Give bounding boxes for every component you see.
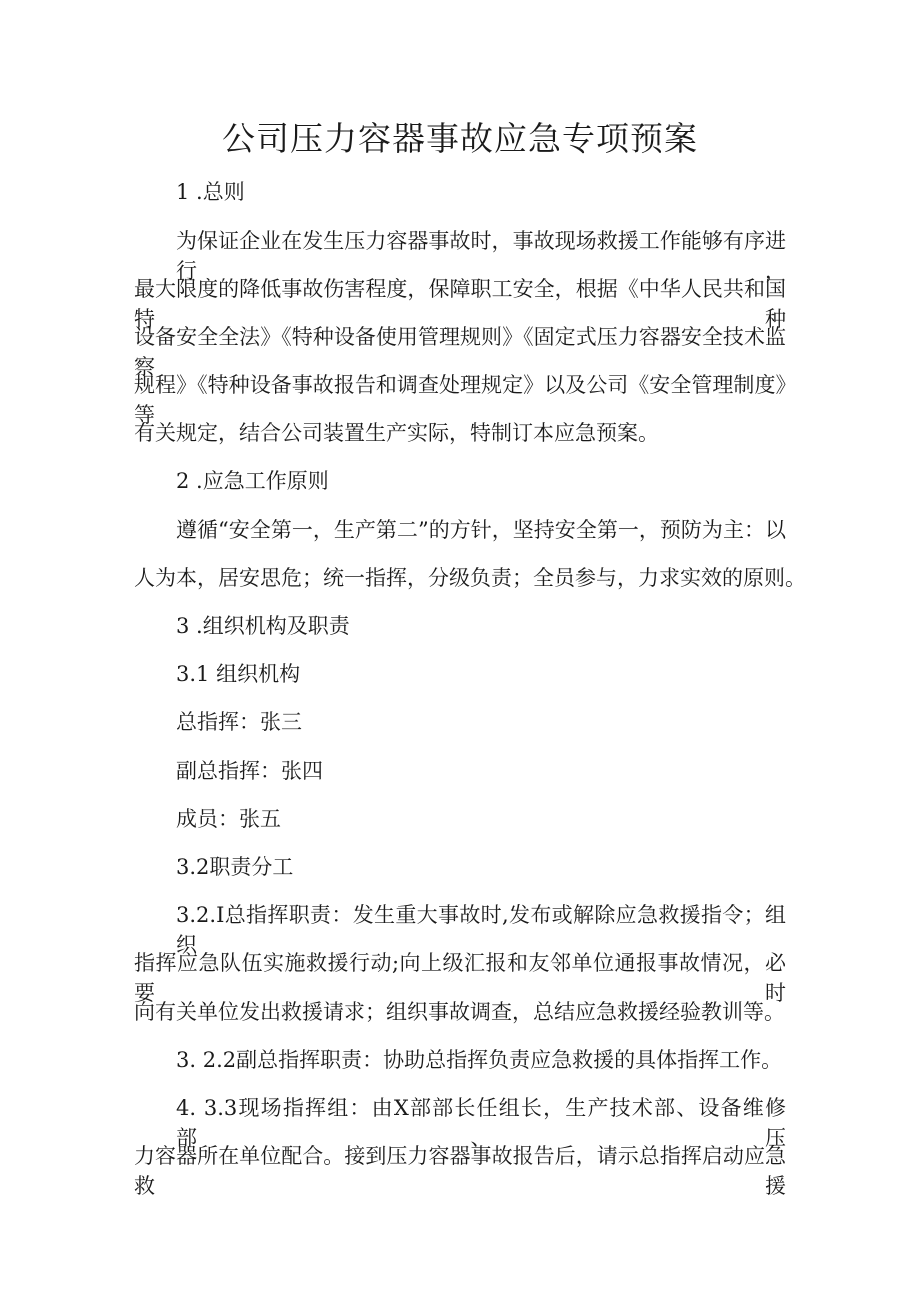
paragraph-line: 4. 3.3现场指挥组：由X部部长任组长，生产技术部、设备维修部、压 bbox=[176, 1096, 786, 1150]
paragraph-line: 规程》《特种设备事故报告和调查处理规定》以及公司《安全管理制度》等 bbox=[134, 373, 786, 427]
paragraph-line: 人为本，居安思危；统一指挥，分级负责；全员参与，力求实效的原则。 bbox=[134, 566, 806, 590]
paragraph-line: 为保证企业在发生压力容器事故时，事故现场救援工作能够有序进行， bbox=[176, 229, 786, 283]
paragraph-line: 3.2.I总指挥职责：发生重大事故时,发布或解除应急救援指令；组织 bbox=[176, 903, 786, 957]
paragraph-line: 设备安全全法》《特种设备使用管理规则》《固定式压力容器安全技术监察 bbox=[134, 325, 786, 379]
deputy-commander-line: 副总指挥：张四 bbox=[176, 759, 323, 783]
document-title: 公司压力容器事故应急专项预案 bbox=[222, 119, 698, 158]
section-heading-principles: 2 .应急工作原则 bbox=[176, 469, 329, 493]
paragraph-line: 3. 2.2副总指挥职责：协助总指挥负责应急救援的具体指挥工作。 bbox=[176, 1048, 783, 1072]
paragraph-line: 有关规定，结合公司装置生产实际，特制订本应急预案。 bbox=[134, 421, 659, 445]
paragraph-line: 向有关单位发出救援请求；组织事故调查，总结应急救援经验教训等。 bbox=[134, 1000, 785, 1024]
paragraph-line: 力容器所在单位配合。接到压力容器事故报告后，请示总指挥启动应急救援 bbox=[134, 1144, 786, 1198]
subsection-heading-structure: 3.1 组织机构 bbox=[176, 662, 301, 686]
paragraph-line: 遵循“安全第一，生产第二”的方针，坚持安全第一，预防为主：以 bbox=[176, 518, 786, 542]
paragraph-line: 最大限度的降低事故伤害程度，保障职工安全，根据《中华人民共和国特种 bbox=[134, 277, 786, 331]
subsection-heading-duties: 3.2职责分工 bbox=[176, 855, 294, 879]
section-heading-organization: 3 .组织机构及职责 bbox=[176, 614, 350, 638]
chief-commander-line: 总指挥：张三 bbox=[176, 710, 302, 734]
members-line: 成员：张五 bbox=[176, 807, 281, 831]
section-heading-general: 1 .总则 bbox=[176, 180, 245, 204]
paragraph-line: 指挥应急队伍实施救援行动;向上级汇报和友邻单位通报事故情况，必要时 bbox=[134, 951, 786, 1005]
